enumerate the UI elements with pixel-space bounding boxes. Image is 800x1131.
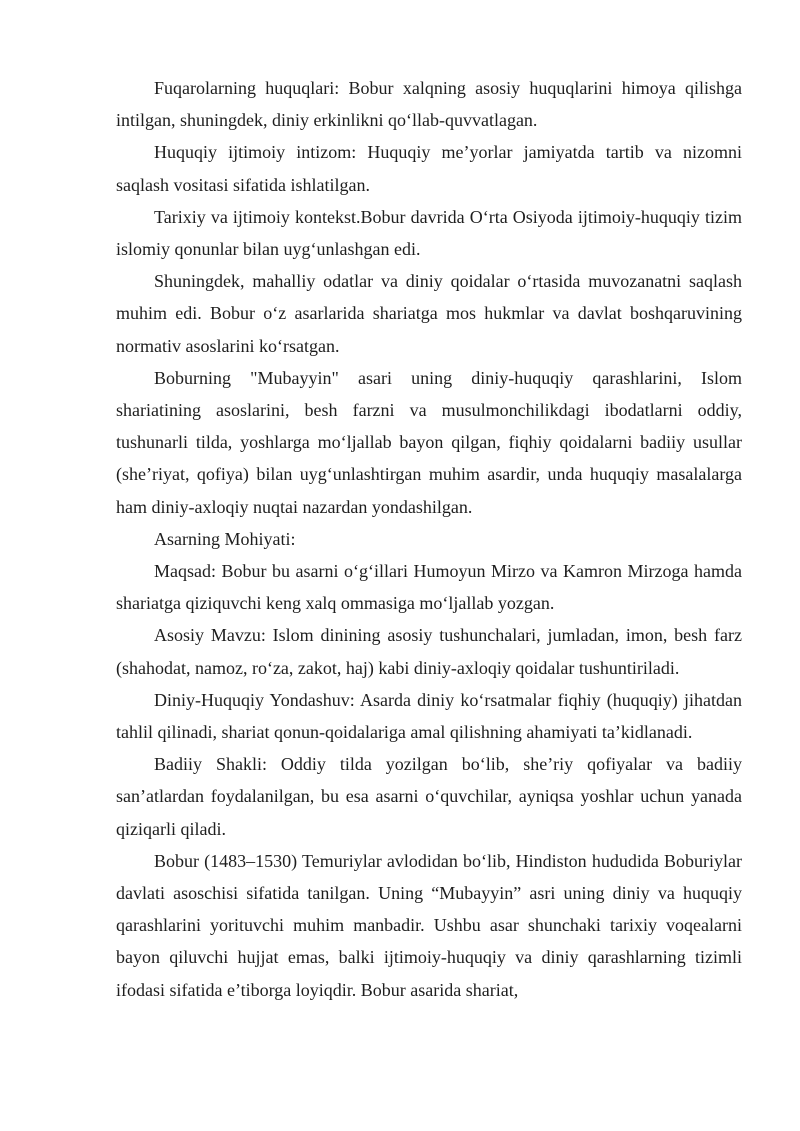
paragraph-bobur-biography: Bobur (1483–1530) Temuriylar avlodidan bo‘lib, Hindiston hududida Boburiylar davlati asoschisi sifatida tanilgan. Uning “Mubayyin” asri uning diniy va huquqiy qarashlarini yorituvchi muhim manbadir. Ushbu asar shunchaki tarixiy voqealarni bayon qiluvchi hujjat emas, balki ijtimoiy-huquqiy va diniy qarashlarning tizimli ifodasi sifatida e’tiborga loyiqdir. Bobur asarida shariat, — [116, 850, 742, 1000]
paragraph-mubayyin-overview: Boburning "Mubayyin" asari uning diniy-huquqiy qarashlarini, Islom shariatining asoslarini, besh farzni va musulmonchilikdagi ibodatlarni oddiy, tushunarli tilda, yoshlarga mo‘ljallab bayon qilgan, fiqhiy qoidalarni badiiy usullar (she’riyat, qofiya) bilan uyg‘unlashtirgan muhim asardir, unda huquqiy masalalarga ham diniy-axloqiy nuqtai nazardan yondashilgan. — [116, 367, 742, 517]
paragraph-religious-legal-approach: Diniy-Huquqiy Yondashuv: Asarda diniy ko‘rsatmalar fiqhiy (huquqiy) jihatdan tahlil qilinadi, shariat qonun-qoidalariga amal qilishning ahamiyati ta’kidlanadi. — [116, 689, 742, 743]
paragraph-historical-context: Tarixiy va ijtimoiy kontekst.Bobur davrida O‘rta Osiyoda ijtimoiy-huquqiy tizim islomiy qonunlar bilan uyg‘unlashgan edi. — [116, 206, 742, 260]
body-text — [116, 72, 742, 1006]
paragraph-citizens-rights: Fuqarolarning huquqlari: Bobur xalqning asosiy huquqlarini himoya qilishga intilgan, shuningdek, diniy erkinlikni qo‘llab-quvvatlagan. — [116, 78, 742, 131]
paragraph-main-theme: Asosiy Mavzu: Islom dinining asosiy tushunchalari, jumladan, imon, besh farz (shahodat, namoz, ro‘za, zakot, haj) kabi diniy-axloqiy qoidalar tushuntiriladi. — [116, 625, 742, 678]
paragraph-artistic-form: Badiiy Shakli: Oddiy tilda yozilgan bo‘lib, she’riy qofiyalar va badiiy san’atlardan foydalanilgan, bu esa asarni o‘quvchilar, ayniqsa yoshlar uchun yanada qiziqarli qiladi. — [116, 754, 742, 839]
paragraph-essence-heading: Asarning Mohiyati: — [154, 528, 296, 549]
paragraph-legal-social-order: Huquqiy ijtimoiy intizom: Huquqiy me’yorlar jamiyatda tartib va nizomni saqlash vositasi sifatida ishlatilgan. — [116, 142, 742, 195]
paragraph-local-customs: Shuningdek, mahalliy odatlar va diniy qoidalar o‘rtasida muvozanatni saqlash muhim edi. Bobur o‘z asarlarida shariatga mos hukmlar va davlat boshqaruvining normativ asoslarini ko‘rsatgan. — [116, 271, 742, 356]
paragraph-purpose: Maqsad: Bobur bu asarni o‘g‘illari Humoyun Mirzo va Kamron Mirzoga hamda shariatga qiziquvchi keng xalq ommasiga mo‘ljallab yozgan. — [116, 561, 742, 614]
